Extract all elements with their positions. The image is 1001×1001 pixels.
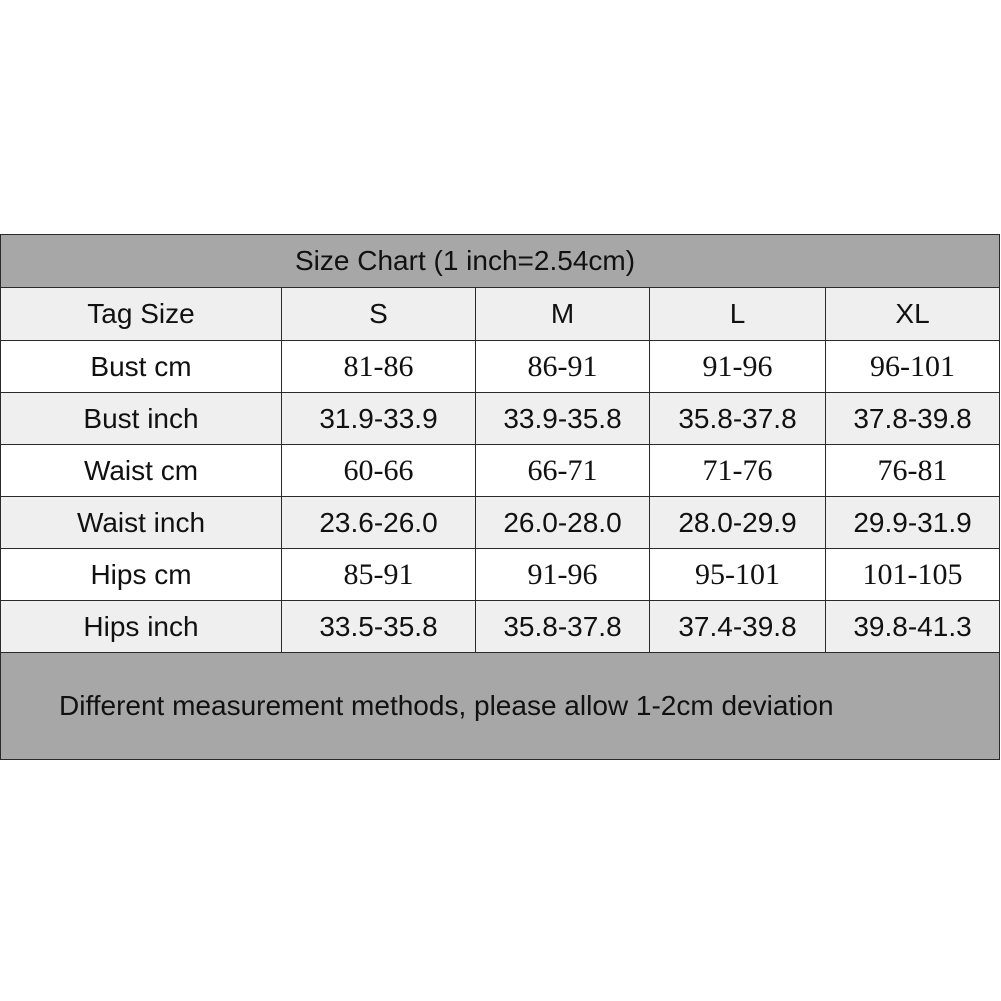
table-cell: 23.6-26.0 — [282, 497, 476, 549]
row-label: Waist inch — [1, 497, 282, 549]
table-cell: 76-81 — [826, 445, 1000, 497]
table-row — [1, 549, 1000, 601]
table-cell: 35.8-37.8 — [476, 601, 650, 653]
table-cell: 96-101 — [826, 341, 1000, 393]
row-label: Waist cm — [1, 445, 282, 497]
table-cell: 91-96 — [650, 341, 826, 393]
note-row — [1, 653, 1000, 760]
table-cell: 26.0-28.0 — [476, 497, 650, 549]
table-cell: 85-91 — [282, 549, 476, 601]
header-cell-tag-size: Tag Size — [1, 288, 282, 341]
table-cell: 33.9-35.8 — [476, 393, 650, 445]
table-title: Size Chart (1 inch=2.54cm) — [1, 235, 1000, 288]
table-cell: 37.8-39.8 — [826, 393, 1000, 445]
header-cell-s: S — [282, 288, 476, 341]
table-cell: 101-105 — [826, 549, 1000, 601]
table-cell: 71-76 — [650, 445, 826, 497]
deviation-note: Different measurement methods, please allow 1-2cm deviation — [1, 653, 1000, 760]
table-cell: 60-66 — [282, 445, 476, 497]
row-label: Hips cm — [1, 549, 282, 601]
table-cell: 66-71 — [476, 445, 650, 497]
table-cell: 95-101 — [650, 549, 826, 601]
table-row — [1, 393, 1000, 445]
table-cell: 86-91 — [476, 341, 650, 393]
header-cell-l: L — [650, 288, 826, 341]
size-chart-table — [0, 234, 1000, 760]
table-row — [1, 341, 1000, 393]
table-cell: 29.9-31.9 — [826, 497, 1000, 549]
row-label: Bust inch — [1, 393, 282, 445]
header-row — [1, 288, 1000, 341]
row-label: Bust cm — [1, 341, 282, 393]
table-cell: 33.5-35.8 — [282, 601, 476, 653]
table-row — [1, 601, 1000, 653]
table-cell: 39.8-41.3 — [826, 601, 1000, 653]
table-cell: 37.4-39.8 — [650, 601, 826, 653]
table-cell: 35.8-37.8 — [650, 393, 826, 445]
table-cell: 28.0-29.9 — [650, 497, 826, 549]
header-cell-xl: XL — [826, 288, 1000, 341]
row-label: Hips inch — [1, 601, 282, 653]
table-row — [1, 497, 1000, 549]
title-row — [1, 235, 1000, 288]
table-cell: 31.9-33.9 — [282, 393, 476, 445]
table-cell: 81-86 — [282, 341, 476, 393]
header-cell-m: M — [476, 288, 650, 341]
table-row — [1, 445, 1000, 497]
table-cell: 91-96 — [476, 549, 650, 601]
